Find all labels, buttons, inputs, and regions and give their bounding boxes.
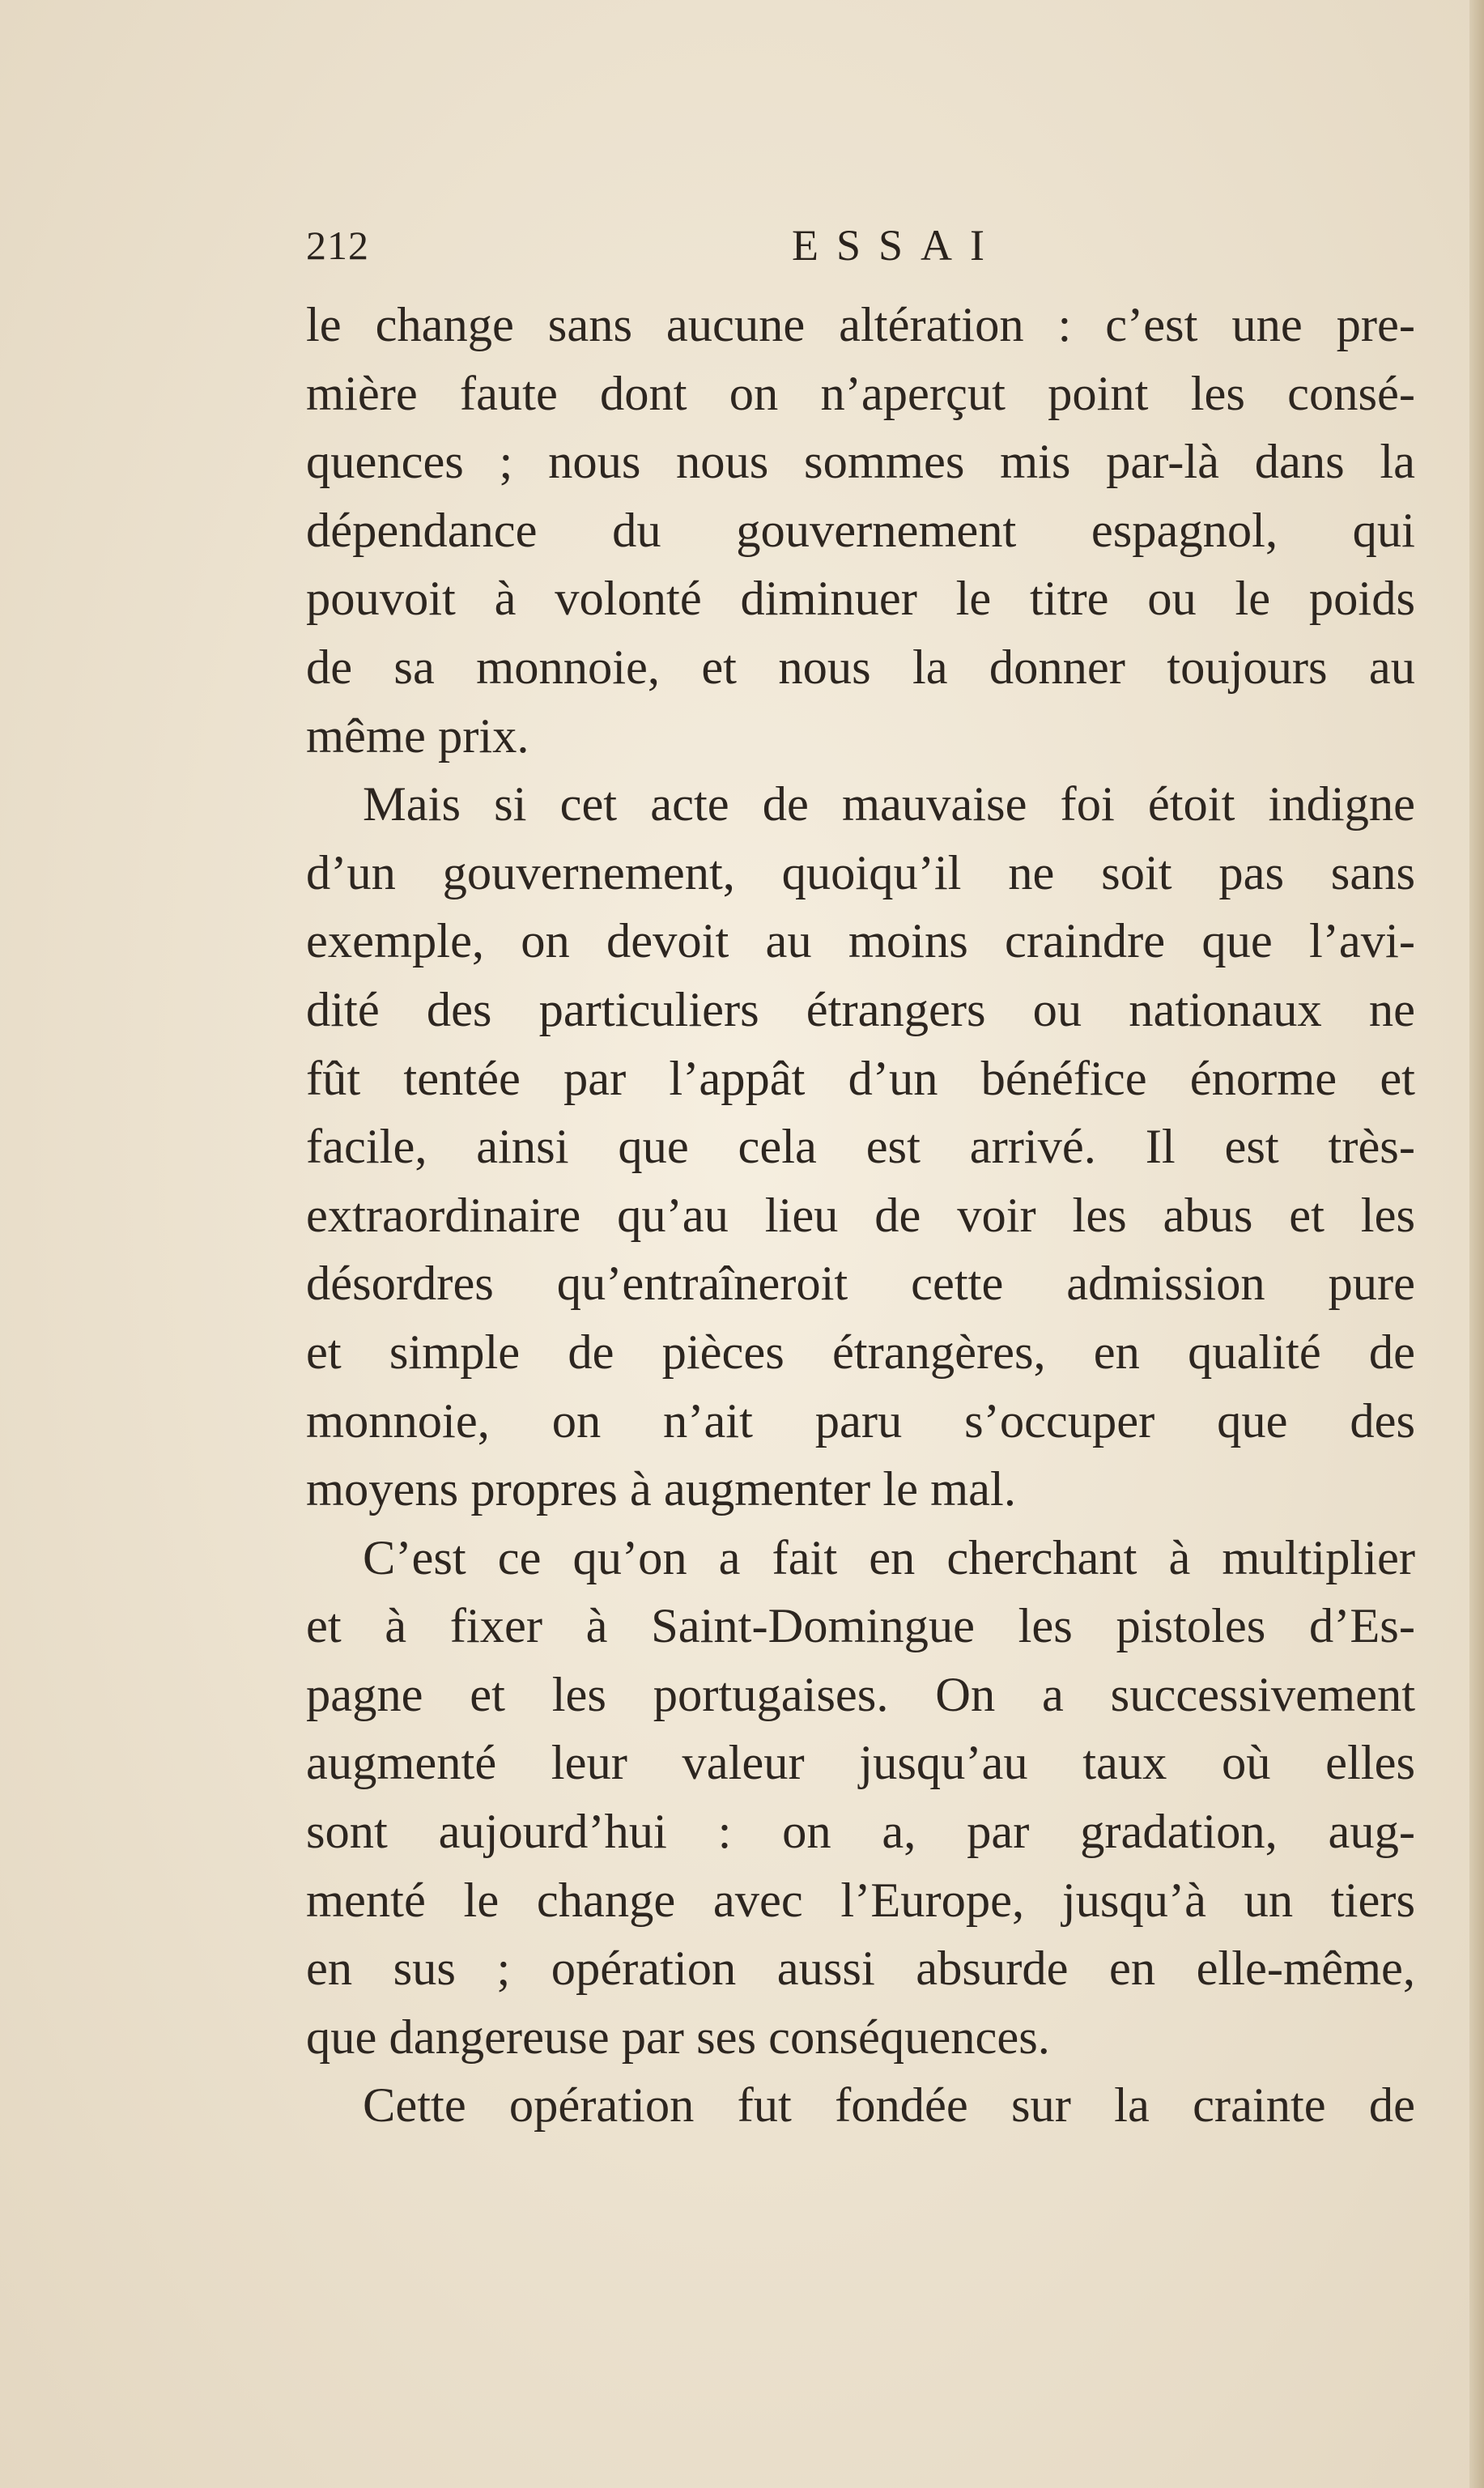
text-line: moyens propres à augmenter le mal. — [306, 1462, 1016, 1517]
text-line: en sus ; opération aussi absurde en elle-même, — [306, 1941, 1415, 1997]
text-line: facile, ainsi que cela est arrivé. Il est très- — [306, 1120, 1415, 1175]
text-line: sont aujourd’hui : on a, par gradation, aug- — [306, 1805, 1415, 1860]
text-line: désordres qu’entraîneroit cette admission pure — [306, 1257, 1415, 1312]
text-line: dité des particuliers étrangers ou nationaux ne — [306, 982, 1415, 1037]
text-line: C’est ce qu’on a fait en cherchant à multiplier — [363, 1530, 1415, 1585]
text-line: exemple, on devoit au moins craindre que l’avi- — [306, 914, 1415, 969]
text-line: d’un gouvernement, quoiqu’il ne soit pas sans — [306, 845, 1415, 900]
text-line: extraordinaire qu’au lieu de voir les abus et les — [306, 1188, 1415, 1243]
text-line: monnoie, on n’ait paru s’occuper que des — [306, 1393, 1415, 1448]
text-line: Mais si cet acte de mauvaise foi étoit indigne — [363, 777, 1415, 832]
text-line: Cette opération fut fondée sur la crainte de — [363, 2078, 1415, 2133]
text-line: mière faute dont on n’aperçut point les consé- — [306, 366, 1415, 421]
text-line: dépendance du gouvernement espagnol, qui — [306, 503, 1415, 558]
text-line: que dangereuse par ses conséquences. — [306, 2010, 1050, 2065]
text-line: menté le change avec l’Europe, jusqu’à un tiers — [306, 1873, 1415, 1928]
text-line: augmenté leur valeur jusqu’au taux où elles — [306, 1736, 1415, 1791]
text-line: de sa monnoie, et nous la donner toujours au — [306, 640, 1415, 695]
text-line: pagne et les portugaises. On a successivement — [306, 1667, 1415, 1722]
text-line: même prix. — [306, 708, 529, 763]
text-line: le change sans aucune altération : c’est une pre- — [306, 298, 1415, 352]
page-edge — [1469, 0, 1484, 2488]
text-line: quences ; nous nous sommes mis par-là dans la — [306, 435, 1415, 490]
body-text — [306, 291, 1415, 2141]
page-number: 212 — [306, 223, 369, 268]
text-line: fût tentée par l’appât d’un bénéfice énorme et — [306, 1051, 1415, 1106]
text-line: et à fixer à Saint-Domingue les pistoles d’Es- — [306, 1599, 1415, 1654]
running-head — [306, 217, 1423, 274]
text-line: et simple de pièces étrangères, en qualité de — [306, 1325, 1415, 1380]
text-line: pouvoit à volonté diminuer le titre ou le poids — [306, 572, 1415, 627]
running-title: ESSAI — [792, 221, 1003, 270]
